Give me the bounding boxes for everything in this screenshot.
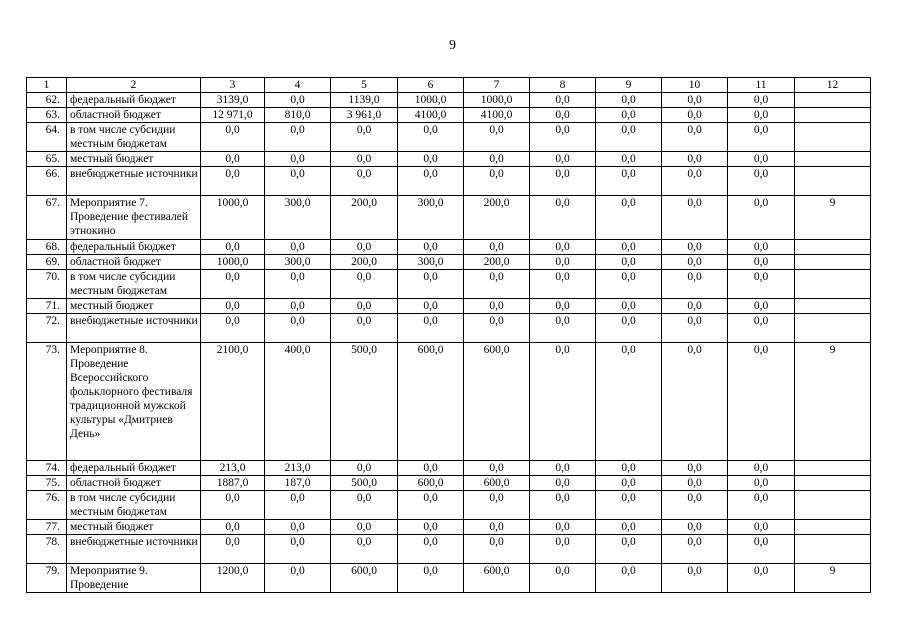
value-cell: 0,0: [201, 270, 265, 299]
value-cell: 0,0: [596, 167, 662, 196]
value-cell: 600,0: [464, 564, 530, 593]
value-cell: 0,0: [398, 564, 464, 593]
value-cell: 0,0: [530, 564, 596, 593]
row-number-cell: 75.: [27, 476, 67, 491]
column-header: 6: [398, 78, 464, 93]
value-cell: 0,0: [398, 314, 464, 343]
value-cell: 200,0: [331, 255, 398, 270]
value-cell: 0,0: [265, 564, 331, 593]
value-cell: 300,0: [398, 255, 464, 270]
value-cell: 0,0: [464, 535, 530, 564]
value-cell: 0,0: [596, 476, 662, 491]
value-cell: 3 961,0: [331, 108, 398, 123]
value-cell: 0,0: [530, 461, 596, 476]
item-name-cell: местный бюджет: [67, 520, 201, 535]
indicator-cell: [795, 314, 871, 343]
indicator-cell: [795, 461, 871, 476]
value-cell: 0,0: [201, 152, 265, 167]
table-row: [27, 491, 871, 520]
value-cell: 0,0: [596, 535, 662, 564]
value-cell: 0,0: [530, 93, 596, 108]
value-cell: 0,0: [464, 152, 530, 167]
value-cell: 0,0: [728, 255, 795, 270]
value-cell: 0,0: [265, 491, 331, 520]
value-cell: 0,0: [596, 255, 662, 270]
page-number: 9: [449, 38, 456, 53]
column-header: 12: [795, 78, 871, 93]
value-cell: 0,0: [662, 196, 728, 240]
value-cell: 1000,0: [201, 196, 265, 240]
value-cell: 0,0: [596, 123, 662, 152]
indicator-cell: [795, 167, 871, 196]
value-cell: 1000,0: [398, 93, 464, 108]
value-cell: 0,0: [464, 491, 530, 520]
value-cell: 0,0: [530, 270, 596, 299]
value-cell: 0,0: [530, 240, 596, 255]
item-name-cell: в том числе субсидии местным бюджетам: [67, 270, 201, 299]
item-name-cell: федеральный бюджет: [67, 93, 201, 108]
value-cell: 0,0: [464, 520, 530, 535]
value-cell: 0,0: [201, 314, 265, 343]
value-cell: 0,0: [596, 520, 662, 535]
value-cell: 200,0: [464, 196, 530, 240]
value-cell: 0,0: [398, 123, 464, 152]
item-name-cell: внебюджетные источники: [67, 535, 201, 564]
value-cell: 0,0: [662, 491, 728, 520]
table-row: [27, 93, 871, 108]
row-number-cell: 74.: [27, 461, 67, 476]
value-cell: 0,0: [662, 93, 728, 108]
value-cell: 0,0: [728, 152, 795, 167]
value-cell: 0,0: [265, 299, 331, 314]
value-cell: 0,0: [662, 108, 728, 123]
row-number-cell: 65.: [27, 152, 67, 167]
value-cell: 1000,0: [201, 255, 265, 270]
value-cell: 0,0: [728, 167, 795, 196]
value-cell: 0,0: [596, 196, 662, 240]
item-name-cell: областной бюджет: [67, 108, 201, 123]
indicator-cell: [795, 108, 871, 123]
column-header: 11: [728, 78, 795, 93]
value-cell: 0,0: [331, 123, 398, 152]
budget-table: [26, 77, 871, 593]
value-cell: 0,0: [464, 270, 530, 299]
value-cell: 0,0: [530, 314, 596, 343]
indicator-cell: [795, 255, 871, 270]
table-row: [27, 108, 871, 123]
value-cell: 0,0: [530, 123, 596, 152]
value-cell: 0,0: [596, 491, 662, 520]
item-name-cell: в том числе субсидии местным бюджетам: [67, 123, 201, 152]
row-number-cell: 73.: [27, 343, 67, 461]
value-cell: 300,0: [398, 196, 464, 240]
item-name-cell: федеральный бюджет: [67, 461, 201, 476]
value-cell: 0,0: [530, 255, 596, 270]
value-cell: 0,0: [596, 240, 662, 255]
value-cell: 0,0: [331, 491, 398, 520]
value-cell: 12 971,0: [201, 108, 265, 123]
value-cell: 0,0: [265, 93, 331, 108]
value-cell: 0,0: [331, 535, 398, 564]
value-cell: 0,0: [530, 535, 596, 564]
value-cell: 1887,0: [201, 476, 265, 491]
indicator-cell: [795, 299, 871, 314]
value-cell: 0,0: [662, 314, 728, 343]
value-cell: 0,0: [530, 520, 596, 535]
item-name-cell: Мероприятие 9. Проведение: [67, 564, 201, 593]
row-number-cell: 72.: [27, 314, 67, 343]
value-cell: 0,0: [464, 461, 530, 476]
value-cell: 0,0: [596, 152, 662, 167]
item-name-cell: федеральный бюджет: [67, 240, 201, 255]
row-number-cell: 63.: [27, 108, 67, 123]
value-cell: 0,0: [530, 152, 596, 167]
value-cell: 0,0: [662, 255, 728, 270]
indicator-cell: [795, 270, 871, 299]
item-name-cell: областной бюджет: [67, 255, 201, 270]
value-cell: 2100,0: [201, 343, 265, 461]
row-number-cell: 71.: [27, 299, 67, 314]
value-cell: 0,0: [530, 476, 596, 491]
value-cell: 0,0: [728, 535, 795, 564]
value-cell: 0,0: [201, 535, 265, 564]
item-name-cell: внебюджетные источники: [67, 314, 201, 343]
value-cell: 0,0: [265, 123, 331, 152]
value-cell: 0,0: [662, 299, 728, 314]
table-row: [27, 299, 871, 314]
column-header: 9: [596, 78, 662, 93]
value-cell: 0,0: [530, 196, 596, 240]
value-cell: 0,0: [662, 123, 728, 152]
indicator-cell: [795, 491, 871, 520]
header-row: [27, 78, 871, 93]
indicator-cell: 9: [795, 343, 871, 461]
value-cell: 213,0: [265, 461, 331, 476]
value-cell: 0,0: [331, 240, 398, 255]
value-cell: 0,0: [464, 314, 530, 343]
value-cell: 0,0: [265, 270, 331, 299]
value-cell: 0,0: [596, 299, 662, 314]
value-cell: 500,0: [331, 343, 398, 461]
column-header: 1: [27, 78, 67, 93]
value-cell: 0,0: [464, 123, 530, 152]
value-cell: 0,0: [728, 240, 795, 255]
value-cell: 810,0: [265, 108, 331, 123]
item-name-cell: внебюджетные источники: [67, 167, 201, 196]
table-row: [27, 255, 871, 270]
item-name-cell: областной бюджет: [67, 476, 201, 491]
indicator-cell: [795, 476, 871, 491]
item-name-cell: местный бюджет: [67, 299, 201, 314]
value-cell: 0,0: [398, 535, 464, 564]
row-number-cell: 68.: [27, 240, 67, 255]
table-row: [27, 123, 871, 152]
value-cell: 0,0: [331, 299, 398, 314]
value-cell: 0,0: [398, 299, 464, 314]
table-row: [27, 152, 871, 167]
value-cell: 1000,0: [464, 93, 530, 108]
value-cell: 0,0: [530, 167, 596, 196]
value-cell: 0,0: [464, 167, 530, 196]
value-cell: 600,0: [331, 564, 398, 593]
row-number-cell: 62.: [27, 93, 67, 108]
table-row: [27, 240, 871, 255]
indicator-cell: 9: [795, 564, 871, 593]
value-cell: 0,0: [331, 167, 398, 196]
value-cell: 3139,0: [201, 93, 265, 108]
value-cell: 0,0: [265, 152, 331, 167]
value-cell: 0,0: [530, 299, 596, 314]
value-cell: 300,0: [265, 196, 331, 240]
item-name-cell: Мероприятие 7. Проведение фестивалей этнокино: [67, 196, 201, 240]
value-cell: 0,0: [596, 343, 662, 461]
value-cell: 0,0: [596, 93, 662, 108]
value-cell: 0,0: [662, 520, 728, 535]
indicator-cell: [795, 240, 871, 255]
value-cell: 187,0: [265, 476, 331, 491]
value-cell: 0,0: [728, 93, 795, 108]
value-cell: 0,0: [398, 167, 464, 196]
value-cell: 0,0: [596, 270, 662, 299]
value-cell: 4100,0: [464, 108, 530, 123]
column-header: 4: [265, 78, 331, 93]
value-cell: 0,0: [265, 535, 331, 564]
value-cell: 0,0: [331, 520, 398, 535]
value-cell: 600,0: [398, 343, 464, 461]
row-number-cell: 64.: [27, 123, 67, 152]
row-number-cell: 76.: [27, 491, 67, 520]
indicator-cell: [795, 520, 871, 535]
column-header: 2: [67, 78, 201, 93]
value-cell: 0,0: [265, 240, 331, 255]
value-cell: 0,0: [398, 270, 464, 299]
value-cell: 0,0: [728, 520, 795, 535]
value-cell: 0,0: [728, 491, 795, 520]
value-cell: 0,0: [398, 491, 464, 520]
table-row: [27, 476, 871, 491]
value-cell: 0,0: [728, 108, 795, 123]
value-cell: 0,0: [201, 240, 265, 255]
value-cell: 300,0: [265, 255, 331, 270]
value-cell: 0,0: [728, 299, 795, 314]
value-cell: 0,0: [398, 520, 464, 535]
table-row: [27, 167, 871, 196]
value-cell: 0,0: [331, 461, 398, 476]
row-number-cell: 66.: [27, 167, 67, 196]
table-row: [27, 461, 871, 476]
value-cell: 0,0: [662, 270, 728, 299]
value-cell: 213,0: [201, 461, 265, 476]
value-cell: 0,0: [728, 123, 795, 152]
value-cell: 0,0: [662, 535, 728, 564]
row-number-cell: 69.: [27, 255, 67, 270]
value-cell: 0,0: [728, 461, 795, 476]
table-row: [27, 343, 871, 461]
value-cell: 0,0: [331, 314, 398, 343]
indicator-cell: [795, 152, 871, 167]
value-cell: 0,0: [728, 564, 795, 593]
value-cell: 0,0: [662, 564, 728, 593]
indicator-cell: 9: [795, 196, 871, 240]
value-cell: 0,0: [530, 491, 596, 520]
value-cell: 0,0: [201, 123, 265, 152]
value-cell: 0,0: [201, 491, 265, 520]
value-cell: 600,0: [398, 476, 464, 491]
value-cell: 0,0: [398, 152, 464, 167]
value-cell: 0,0: [265, 167, 331, 196]
value-cell: 0,0: [201, 520, 265, 535]
item-name-cell: в том числе субсидии местным бюджетам: [67, 491, 201, 520]
value-cell: 0,0: [662, 167, 728, 196]
table-row: [27, 270, 871, 299]
value-cell: 0,0: [662, 240, 728, 255]
value-cell: 0,0: [728, 270, 795, 299]
row-number-cell: 67.: [27, 196, 67, 240]
value-cell: 0,0: [265, 314, 331, 343]
value-cell: 0,0: [728, 314, 795, 343]
value-cell: 0,0: [331, 270, 398, 299]
value-cell: 0,0: [201, 299, 265, 314]
value-cell: 0,0: [662, 476, 728, 491]
table-row: [27, 564, 871, 593]
value-cell: 0,0: [530, 108, 596, 123]
row-number-cell: 77.: [27, 520, 67, 535]
item-name-cell: Мероприятие 8. Проведение Всероссийского фольклорного фестиваля традиционной мужской культуры «Дмитриев День»: [67, 343, 201, 461]
value-cell: 1200,0: [201, 564, 265, 593]
value-cell: 0,0: [530, 343, 596, 461]
value-cell: 0,0: [398, 240, 464, 255]
value-cell: 400,0: [265, 343, 331, 461]
value-cell: 500,0: [331, 476, 398, 491]
table-row: [27, 196, 871, 240]
value-cell: 600,0: [464, 476, 530, 491]
value-cell: 0,0: [728, 343, 795, 461]
item-name-cell: местный бюджет: [67, 152, 201, 167]
indicator-cell: [795, 93, 871, 108]
value-cell: 0,0: [596, 314, 662, 343]
column-header: 5: [331, 78, 398, 93]
value-cell: 0,0: [662, 343, 728, 461]
value-cell: 0,0: [464, 240, 530, 255]
value-cell: 200,0: [331, 196, 398, 240]
value-cell: 0,0: [662, 152, 728, 167]
value-cell: 0,0: [201, 167, 265, 196]
row-number-cell: 78.: [27, 535, 67, 564]
value-cell: 0,0: [464, 299, 530, 314]
value-cell: 4100,0: [398, 108, 464, 123]
column-header: 7: [464, 78, 530, 93]
indicator-cell: [795, 535, 871, 564]
value-cell: 0,0: [265, 520, 331, 535]
table-row: [27, 520, 871, 535]
value-cell: 0,0: [728, 196, 795, 240]
value-cell: 0,0: [728, 476, 795, 491]
table-row: [27, 535, 871, 564]
value-cell: 200,0: [464, 255, 530, 270]
value-cell: 0,0: [331, 152, 398, 167]
indicator-cell: [795, 123, 871, 152]
table-row: [27, 314, 871, 343]
column-header: 3: [201, 78, 265, 93]
value-cell: 0,0: [596, 461, 662, 476]
value-cell: 600,0: [464, 343, 530, 461]
value-cell: 0,0: [398, 461, 464, 476]
value-cell: 1139,0: [331, 93, 398, 108]
column-header: 8: [530, 78, 596, 93]
value-cell: 0,0: [596, 564, 662, 593]
row-number-cell: 70.: [27, 270, 67, 299]
value-cell: 0,0: [662, 461, 728, 476]
value-cell: 0,0: [596, 108, 662, 123]
row-number-cell: 79.: [27, 564, 67, 593]
column-header: 10: [662, 78, 728, 93]
